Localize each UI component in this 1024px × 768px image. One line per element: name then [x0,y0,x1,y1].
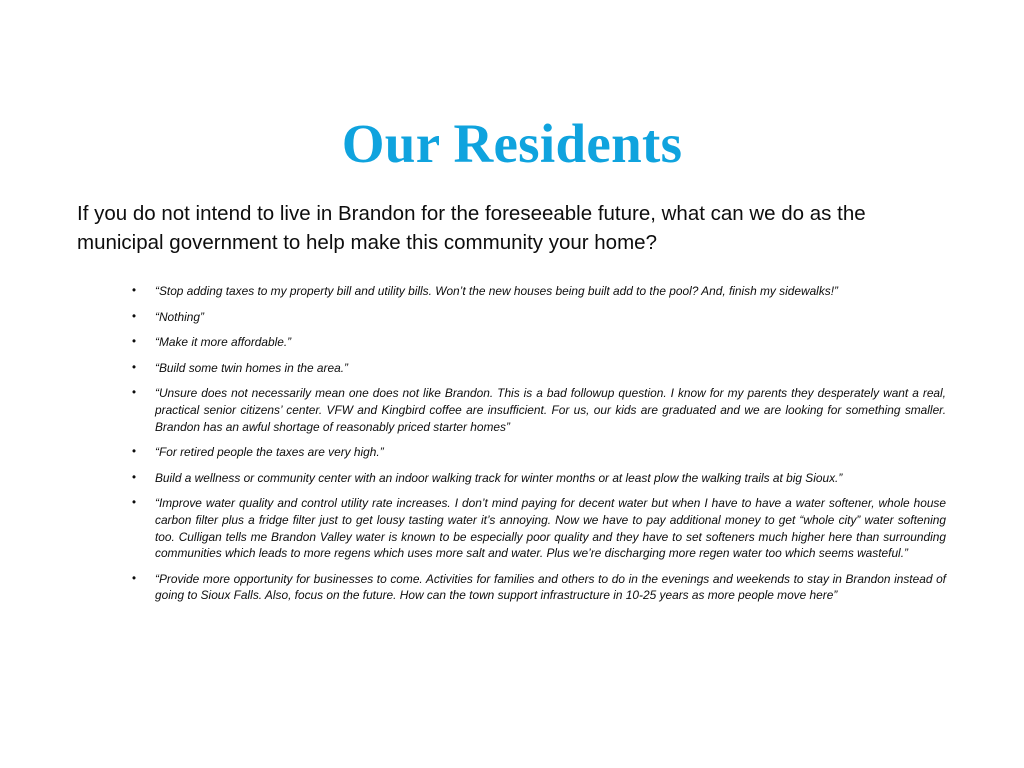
list-item [128,571,946,604]
response-list [128,283,946,604]
list-item [128,444,946,461]
bullet-icon: • [132,471,137,484]
survey-question: If you do not intend to live in Brandon for the foreseeable future, what can we do as the municipal government to help make this community your home? [77,201,866,254]
list-item [128,309,946,326]
list-item-text: “Stop adding taxes to my property bill and utility bills. Won’t the new houses being built add to the pool? And, finish my sidewalks!” [155,284,838,298]
bullet-icon: • [132,336,137,349]
list-item [128,360,946,377]
bullet-icon: • [132,387,137,400]
page-title: Our Residents [341,112,683,174]
bullet-icon: • [132,497,137,510]
list-item-text: “For retired people the taxes are very high.” [155,445,384,460]
bullet-icon: • [132,572,137,585]
list-item-text: “Unsure does not necessarily mean one does not like Brandon. This is a bad followup question. I know for my parents they desperately want a real, practical senior citizens’ center. VFW and Kingbird coffee are insufficient. For us, our kids are graduated and we are looking for something smaller. Brandon has an awful shortage of reasonably priced starter homes” [155,386,946,434]
list-item [128,470,946,487]
list-item [128,283,946,300]
list-item-text: Build a wellness or community center with an indoor walking track for winter months or at least plow the walking trails at big Sioux.” [155,470,843,485]
bullet-icon: • [132,310,137,323]
bullet-icon: • [132,361,137,374]
list-item-text: “Make it more affordable.” [155,335,292,350]
bullet-icon: • [132,446,137,459]
list-item-text: “Build some twin homes in the area.” [155,360,348,375]
list-item [128,495,946,561]
list-item-text: “Provide more opportunity for businesses to come. Activities for families and others to do in the evenings and weekends to stay in Brandon instead of going to Sioux Falls. Also, focus on the future. How can the town support infrastructure in 10-25 years as more people move here” [155,571,946,603]
list-item [128,334,946,351]
list-item-text: “Improve water quality and control utility rate increases. I don’t mind paying for decent water but when I have to have a water softener, whole house carbon filter plus a fridge filter just to get lousy tasting water it’s annoying. Now we have to pay additional money to get “whole city” water softening too. Culligan tells me Brandon Valley water is known to be especially poor quality and they have to set softeners much higher here than surrounding communities which leads to more regens which uses more salt and water. Plus we’re discharging more regen water too which seems wasteful.” [155,496,946,561]
list-item-text: “Nothing” [155,309,204,324]
list-item [128,385,946,435]
bullet-icon: • [132,285,137,297]
